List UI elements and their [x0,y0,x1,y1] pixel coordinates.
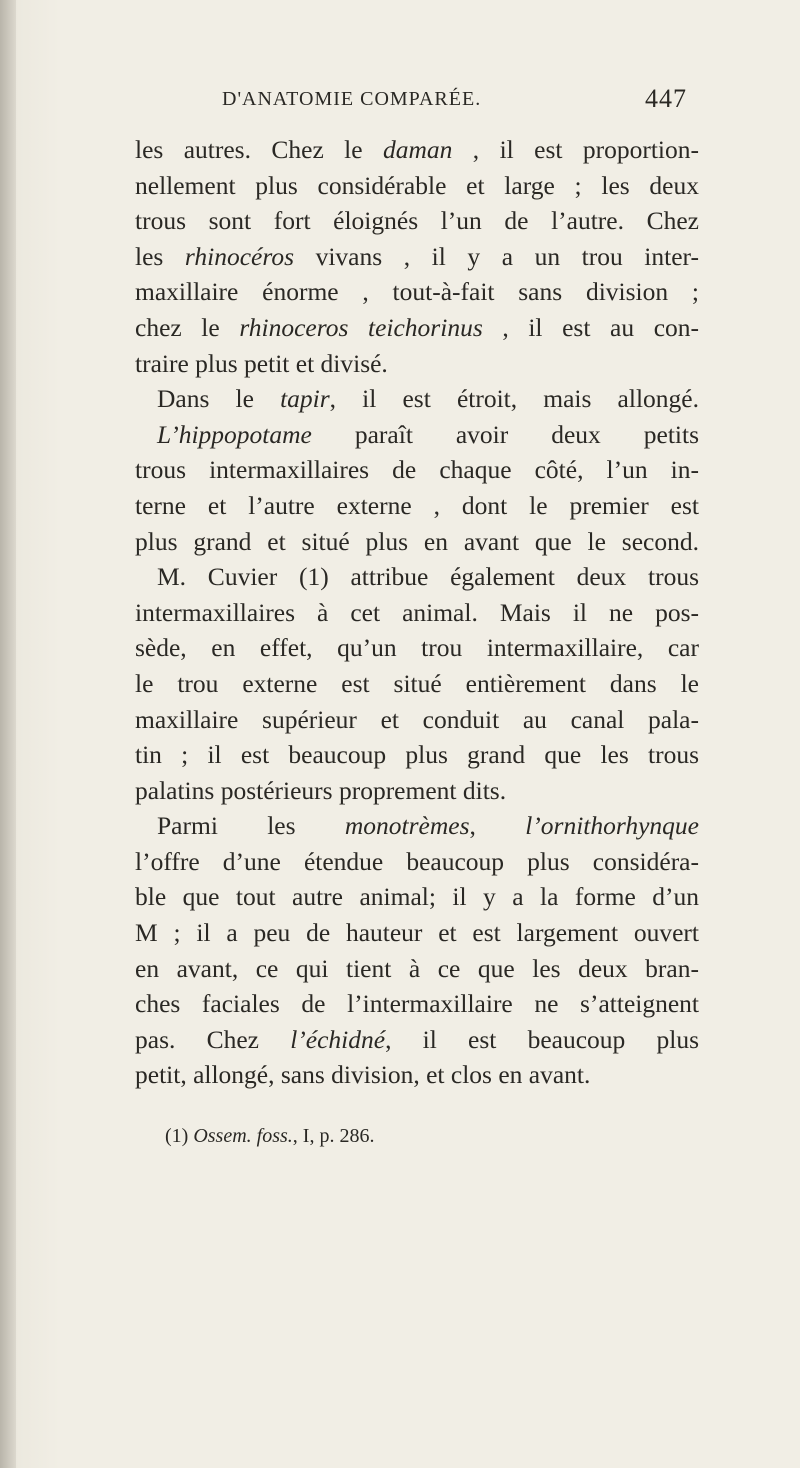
page-number: 447 [645,84,687,113]
text-line: maxillaire supérieur et conduit au canal pala- [135,704,699,734]
text-line: sède, en effet, qu’un trou intermaxillaire, car [135,633,699,663]
text-line: intermaxillaires à cet animal. Mais il ne pos- [135,597,699,627]
text-line: pas. Chez l’échidné, il est beaucoup plus [135,1024,699,1054]
text-line: chez le rhinoceros teichorinus , il est au con- [135,312,700,342]
text-line: Dans le tapir, il est étroit, mais allongé. [157,384,699,414]
text-line: M ; il a peu de hauteur et est largement ouvert [135,918,699,948]
text-line: M. Cuvier (1) attribue également deux trous [157,562,699,592]
text-line: en avant, ce qui tient à ce que les deux bran- [135,953,699,983]
text-line: ches faciales de l’intermaxillaire ne s’atteignent [135,989,699,1019]
text-line: petit, allongé, sans division, et clos en avant. [135,1060,591,1090]
text-line: plus grand et situé plus en avant que le second. [135,526,699,556]
text-line: traire plus petit et divisé. [135,348,388,378]
text-line: nellement plus considérable et large ; les deux [135,170,699,200]
text-line: L’hippopotame paraît avoir deux petits [157,419,699,449]
page-spine-shadow [0,0,16,1468]
text-line: palatins postérieurs proprement dits. [135,775,507,805]
text-line: les rhinocéros vivans , il y a un trou inter- [135,241,700,271]
text-line: trous intermaxillaires de chaque côté, l’un in- [135,455,699,485]
text-line: terne et l’autre externe , dont le premier est [135,490,699,520]
body-text [135,132,699,1093]
text-line: maxillaire énorme , tout-à-fait sans division ; [135,277,699,307]
running-title: D'ANATOMIE COMPARÉE. [222,88,482,110]
text-line: ble que tout autre animal; il y a la forme d’un [135,882,699,912]
text-line: les autres. Chez le daman , il est proportion- [135,135,700,164]
text-line: Parmi les monotrèmes, l’ornithorhynque [157,811,699,841]
text-line: tin ; il est beaucoup plus grand que les trous [135,740,699,770]
text-line: l’offre d’une étendue beaucoup plus considéra- [135,846,699,876]
text-line: le trou externe est situé entièrement dans le [135,668,699,698]
text-line: trous sont fort éloignés l’un de l’autre. Chez [135,206,699,236]
footnote: (1) Ossem. foss., I, p. 286. [165,1125,375,1147]
